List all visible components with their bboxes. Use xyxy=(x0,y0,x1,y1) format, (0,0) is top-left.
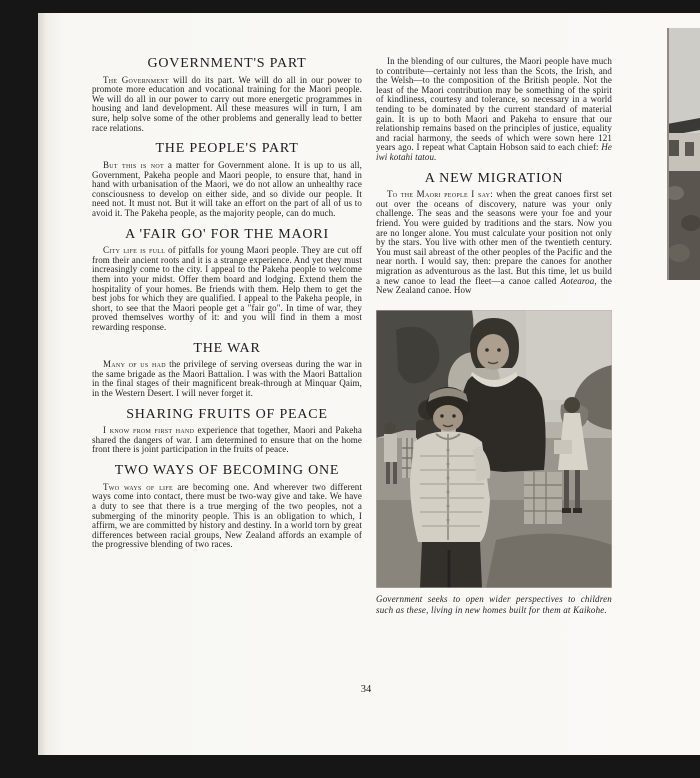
paragraph-text: In the blending of our cultures, the Maori people have much to contribute—certainly not less than the Scots, the Irish, and the Welsh—to the composition of the British people. Not the least of the Maori contribution may be something of the spirit of kindliness, courtesy and tolerance, so necessary in a world tending to be dominated by the current standard of material gain. It is up to both Maori and Pakeha to ensure that our relationship remains based on the principles of justice, equality and racial harmony, the seeds of which were sown here 121 years ago. I repeat what Captain Hobson said to each chief: xyxy=(376,56,612,153)
section-heading: THE PEOPLE'S PART xyxy=(155,141,299,157)
paragraph-lead: The Government xyxy=(103,74,169,85)
paragraph-text: of pitfalls for young Maori people. They are cut off from their ancient roots and it is a strange experience. And yet they must increasingly come to the city. I appeal to the Pakeha people to welcome them into your midst. Offer them board and lodging. Extend them the hospitality of your homes. Be friends with them. Help them to get the best jobs for which they are qualified. I appeal to the Pakeha people, in short, to see that the Maori people get a "fair go". In time of war, they proved themselves worthy of it: and you will find in them a most rewarding response. xyxy=(92,245,362,332)
section-paragraph xyxy=(92,483,362,550)
paragraph-text: , the New Zealand canoe. How xyxy=(376,275,612,296)
section-heading: SHARING FRUITS OF PEACE xyxy=(126,406,328,422)
section-peoples-part xyxy=(92,142,362,218)
section-paragraph xyxy=(92,426,362,455)
paragraph-lead: To the Maori people I say: xyxy=(387,189,494,200)
paragraph-migration xyxy=(376,190,612,296)
section-the-war xyxy=(92,342,362,399)
section-heading: A 'FAIR GO' FOR THE MAORI xyxy=(125,226,329,242)
section-paragraph xyxy=(92,161,362,219)
section-heading: TWO WAYS OF BECOMING ONE xyxy=(114,463,340,479)
paragraph-blending xyxy=(376,57,612,163)
paragraph-lead: I know from first hand xyxy=(103,425,195,436)
paragraph-text: the privilege of serving overseas during the war in the same brigade as the Maori Battalion. I was with the Maori Battalion in the final stages of their magnificent break-through at Minquar Qaim, in the Western Desert. I will never forget it. xyxy=(92,359,363,398)
section-heading: A NEW MIGRATION xyxy=(424,170,564,186)
document-page xyxy=(38,13,700,755)
paragraph-lead: City life is full xyxy=(103,245,166,256)
paragraph-text: a matter for Government alone. It is up to us all, Government, Pakeha people and Maori people, to ensure that, hand in hand with urbanisation of the Maori, we do not allow an unhealthy race consciousness to develop on either side, and so divide our people. It need not. It must not. But it will take an effort on the part of all of us to avoid it. The Pakeha people, as the majority people, can do much. xyxy=(92,159,362,218)
section-heading: THE WAR xyxy=(193,340,261,356)
facing-page-photo-fragment xyxy=(667,28,700,280)
page-number: 34 xyxy=(360,684,372,695)
canoe-name: Aotearoa xyxy=(560,275,595,286)
paragraph-text: experience that together, Maori and Pakeha shared the dangers of war. I am determined to ensure that on the home front there is joint participation in the fruits of peace. xyxy=(92,425,362,455)
paragraph-text: are becoming one. And wherever two different ways come into contact, there must be two-way give and take. We have a duty to see that there is a true merging of the two peoples, not a submerging of the minority people. This is an obligation to which, I affirm, we are committed by history and destiny. In a world torn by great differences between racial groups, New Zealand affords an example of the progressive blending of two races. xyxy=(92,481,362,550)
section-paragraph xyxy=(92,76,362,134)
left-column xyxy=(92,57,362,550)
paragraph-text: when the great canoes first set out over the oceans of discovery, nature was your only challenge. The seas and the seasons were your foe and your friend. You were guided by traditions and the stars. Now you are no longer alone. You must calculate your position not only by the stars. You live with other men of the twentieth century. You must sail abreast of the other peoples of the Pacific and the near north. I would say, then: prepare the canoes for another migration as adventurous as the last. But this time, let us build a new canoe to lead the fleet—a canoe called xyxy=(376,189,612,286)
paragraph-lead: Many of us had xyxy=(103,359,166,370)
maori-phrase: He iwi kotahi tatou. xyxy=(376,142,612,162)
section-heading: GOVERNMENT'S PART xyxy=(147,56,307,71)
section-paragraph xyxy=(92,246,362,332)
section-two-ways xyxy=(92,464,362,550)
section-paragraph xyxy=(92,360,362,398)
photo-children xyxy=(376,310,612,588)
section-fair-go xyxy=(92,228,362,333)
paragraph-lead: Two ways of life xyxy=(103,481,173,492)
paragraph-text: will do its part. We will do all in our power to promote more education and vocational training for the Maori people. We will do all in our power to carry out more energetic programmes in housing and land development. All these measures will in turn, I am sure, help solve some of the other problems and generally lead to better race relations. xyxy=(92,74,362,133)
photo-caption: Government seeks to open wider perspectives to children such as these, living in new homes built for them at Kaikohe. xyxy=(376,593,612,616)
section-governments-part xyxy=(92,57,362,133)
right-column xyxy=(376,57,612,617)
section-sharing-fruits xyxy=(92,408,362,455)
paragraph-lead: But this is not xyxy=(103,159,164,170)
